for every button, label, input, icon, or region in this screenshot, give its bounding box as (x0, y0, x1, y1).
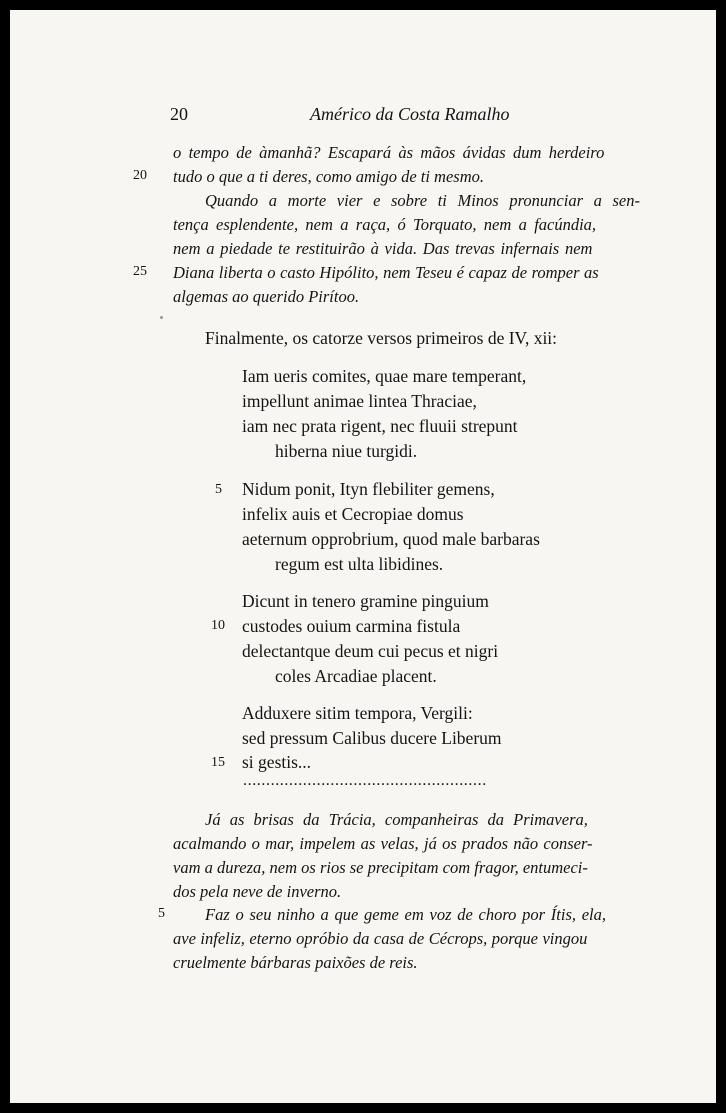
translation-line: tença esplendente, nem a raça, ó Torquato, nem a facúndia, (173, 215, 597, 234)
latin-verse: aeternum opprobrium, quod male barbaras (242, 529, 540, 549)
translation-line: cruelmente bárbaras paixões de reis. (173, 953, 418, 972)
book-page (10, 10, 716, 1103)
line-number: 20 (133, 168, 147, 183)
translation-line: tudo o que a ti deres, como amigo de ti mesmo. (173, 167, 485, 186)
latin-verse: custodes ouium carmina fistula (242, 616, 461, 636)
intro-line: Finalmente, os catorze versos primeiros de IV, xii: (205, 328, 558, 348)
translation-line: acalmando o mar, impelem as velas, já os prados não conser- (173, 834, 593, 853)
latin-verse: regum est ulta libidines. (275, 554, 444, 574)
translation-line: algemas ao querido Pirítoo. (173, 287, 360, 306)
translation-line: Diana liberta o casto Hipólito, nem Teseu é capaz de romper as (173, 263, 599, 282)
translation-line: nem a piedade te restituirão à vida. Das trevas infernais nem (173, 239, 593, 258)
latin-verse: hiberna niue turgidi. (275, 441, 418, 461)
line-number: 5 (215, 482, 222, 497)
latin-verse: iam nec prata rigent, nec fluuii strepunt (242, 416, 518, 436)
page-number: 20 (170, 104, 188, 124)
line-number: 5 (158, 906, 165, 921)
latin-verse: si gestis... (242, 752, 312, 772)
latin-verse: sed pressum Calibus ducere Liberum (242, 728, 502, 748)
latin-verse: impellunt animae lintea Thraciae, (242, 391, 477, 411)
translation-line: Faz o seu ninho a que geme em voz de choro por Ítis, ela, (205, 905, 606, 924)
latin-verse: Adduxere sitim tempora, Vergili: (242, 703, 473, 723)
ink-smudge (160, 316, 163, 319)
translation-line: o tempo de àmanhã? Escapará às mãos ávidas dum herdeiro (173, 143, 605, 162)
translation-line: dos pela neve de inverno. (173, 882, 342, 901)
latin-verse: delectantque deum cui pecus et nigri (242, 641, 499, 661)
translation-line: ave infeliz, eterno opróbio da casa de Cécrops, porque vingou (173, 929, 588, 948)
latin-verse: Nidum ponit, Ityn flebiliter gemens, (242, 479, 495, 499)
translation-line: vam a dureza, nem os rios se precipitam com fragor, entumeci- (173, 858, 588, 877)
ellipsis-line: ..................................................... (243, 772, 487, 789)
latin-verse: coles Arcadiae placent. (275, 666, 437, 686)
line-number: 25 (133, 264, 147, 279)
line-number: 15 (211, 755, 225, 770)
latin-verse: Iam ueris comites, quae mare temperant, (242, 366, 527, 386)
translation-line: Já as brisas da Trácia, companheiras da Primavera, (205, 810, 588, 829)
translation-line: Quando a morte vier e sobre ti Minos pronunciar a sen- (205, 191, 640, 210)
latin-verse: infelix auis et Cecropiae domus (242, 504, 464, 524)
latin-verse: Dicunt in tenero gramine pinguium (242, 591, 489, 611)
line-number: 10 (211, 618, 225, 633)
running-title: Américo da Costa Ramalho (310, 104, 510, 124)
